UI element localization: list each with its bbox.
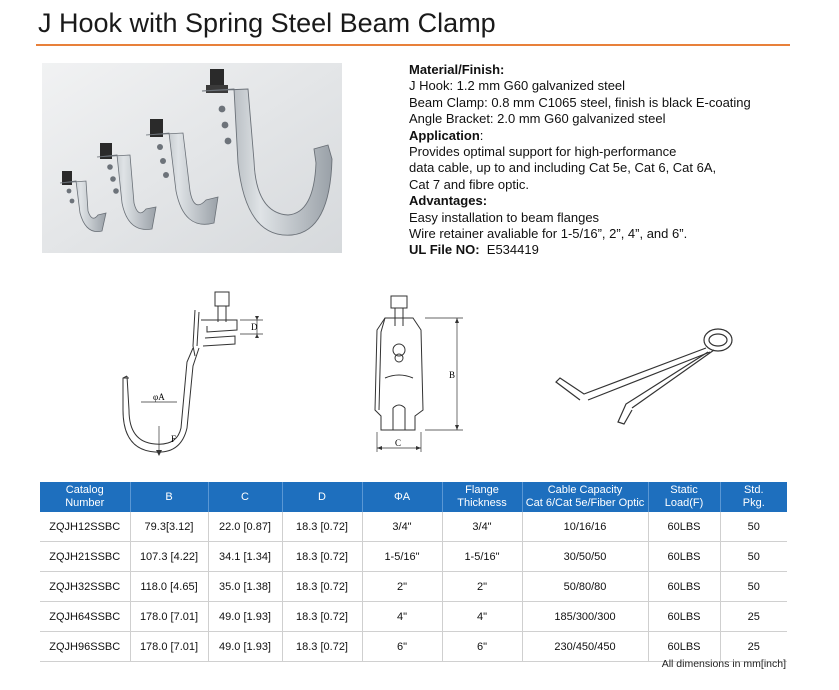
col-header-catalog: Catalog Number	[40, 482, 130, 512]
title-divider	[36, 44, 790, 46]
table-cell: 22.0 [0.87]	[208, 512, 282, 542]
table-cell: 35.0 [1.38]	[208, 572, 282, 602]
table-cell: 118.0 [4.65]	[130, 572, 208, 602]
material-line: Beam Clamp: 0.8 mm C1065 steel, finish is black E-coating	[409, 94, 751, 110]
application-line: data cable, up to and including Cat 5e, Cat 6, Cat 6A,	[409, 160, 717, 176]
table-cell: 34.1 [1.34]	[208, 542, 282, 572]
col-header-b: B	[130, 482, 208, 512]
table-cell: 2"	[442, 572, 522, 602]
table-cell: ZQJH12SSBC	[40, 512, 130, 542]
table-cell: 6"	[362, 632, 442, 662]
table-cell: 178.0 [7.01]	[130, 602, 208, 632]
page-title: J Hook with Spring Steel Beam Clamp	[38, 8, 496, 38]
front-view-diagram	[365, 292, 475, 462]
table-row	[40, 512, 787, 542]
dimensions-note: All dimensions in mm[inch]	[661, 658, 786, 670]
application-line: Provides optimal support for high-performance	[409, 144, 677, 160]
material-line: Angle Bracket: 2.0 mm G60 galvanized steel	[409, 111, 666, 127]
table-cell: ZQJH64SSBC	[40, 602, 130, 632]
table-cell: 60LBS	[648, 542, 720, 572]
table-cell: 25	[720, 632, 787, 662]
dim-f-label: F	[171, 434, 177, 444]
table-cell: 18.3 [0.72]	[282, 512, 362, 542]
table-cell: 79.3[3.12]	[130, 512, 208, 542]
side-view-diagram	[115, 286, 275, 466]
table-cell: 60LBS	[648, 632, 720, 662]
table-cell: 4"	[362, 602, 442, 632]
table-cell: 50	[720, 572, 787, 602]
dim-c-label: C	[395, 438, 402, 448]
dim-b-label: B	[449, 370, 456, 380]
table-cell: 60LBS	[648, 572, 720, 602]
table-cell: 3/4"	[442, 512, 522, 542]
application-colon: :	[479, 127, 484, 143]
application-heading: Application	[409, 127, 480, 143]
product-info	[409, 62, 751, 259]
table-cell: 178.0 [7.01]	[130, 632, 208, 662]
table-cell: 18.3 [0.72]	[282, 602, 362, 632]
spec-table	[40, 482, 787, 662]
table-cell: 230/450/450	[522, 632, 648, 662]
table-cell: 3/4"	[362, 512, 442, 542]
col-header-flange: Flange Thickness	[442, 482, 522, 512]
table-row	[40, 602, 787, 632]
table-cell: 4"	[442, 602, 522, 632]
table-cell: 1-5/16"	[362, 542, 442, 572]
table-header-row	[40, 482, 787, 512]
table-cell: 185/300/300	[522, 602, 648, 632]
table-cell: 30/50/50	[522, 542, 648, 572]
material-line: J Hook: 1.2 mm G60 galvanized steel	[409, 78, 626, 94]
table-cell: 60LBS	[648, 512, 720, 542]
dim-d-label: D	[251, 322, 258, 332]
table-cell: 50	[720, 542, 787, 572]
table-cell: ZQJH21SSBC	[40, 542, 130, 572]
col-header-c: C	[208, 482, 282, 512]
table-cell: 1-5/16"	[442, 542, 522, 572]
table-cell: 50	[720, 512, 787, 542]
application-line: Cat 7 and fibre optic.	[409, 176, 529, 192]
table-row	[40, 542, 787, 572]
material-heading: Material/Finish:	[409, 62, 505, 77]
dim-phia-label: φA	[153, 392, 165, 402]
table-row	[40, 632, 787, 662]
advantages-heading: Advantages:	[409, 193, 488, 209]
wire-retainer-diagram	[550, 322, 740, 432]
advantages-line: Wire retainer avaliable for 1-5/16”, 2”, 4”, and 6”.	[409, 226, 688, 242]
table-cell: 25	[720, 602, 787, 632]
table-cell: ZQJH32SSBC	[40, 572, 130, 602]
col-header-phia: ΦA	[362, 482, 442, 512]
ul-file-label: UL File NO:	[409, 242, 480, 258]
table-cell: ZQJH96SSBC	[40, 632, 130, 662]
table-cell: 6"	[442, 632, 522, 662]
table-row	[40, 572, 787, 602]
table-cell: 10/16/16	[522, 512, 648, 542]
table-cell: 18.3 [0.72]	[282, 632, 362, 662]
ul-file-value: E534419	[486, 242, 539, 258]
table-cell: 60LBS	[648, 602, 720, 632]
table-cell: 49.0 [1.93]	[208, 632, 282, 662]
table-cell: 18.3 [0.72]	[282, 542, 362, 572]
table-cell: 18.3 [0.72]	[282, 572, 362, 602]
table-cell: 2"	[362, 572, 442, 602]
table-cell: 50/80/80	[522, 572, 648, 602]
col-header-pkg: Std. Pkg.	[720, 482, 787, 512]
table-cell: 107.3 [4.22]	[130, 542, 208, 572]
advantages-line: Easy installation to beam flanges	[409, 209, 600, 225]
product-photo	[42, 63, 342, 253]
col-header-d: D	[282, 482, 362, 512]
col-header-capacity: Cable Capacity Cat 6/Cat 5e/Fiber Optic	[522, 482, 648, 512]
col-header-load: Static Load(F)	[648, 482, 720, 512]
table-cell: 49.0 [1.93]	[208, 602, 282, 632]
